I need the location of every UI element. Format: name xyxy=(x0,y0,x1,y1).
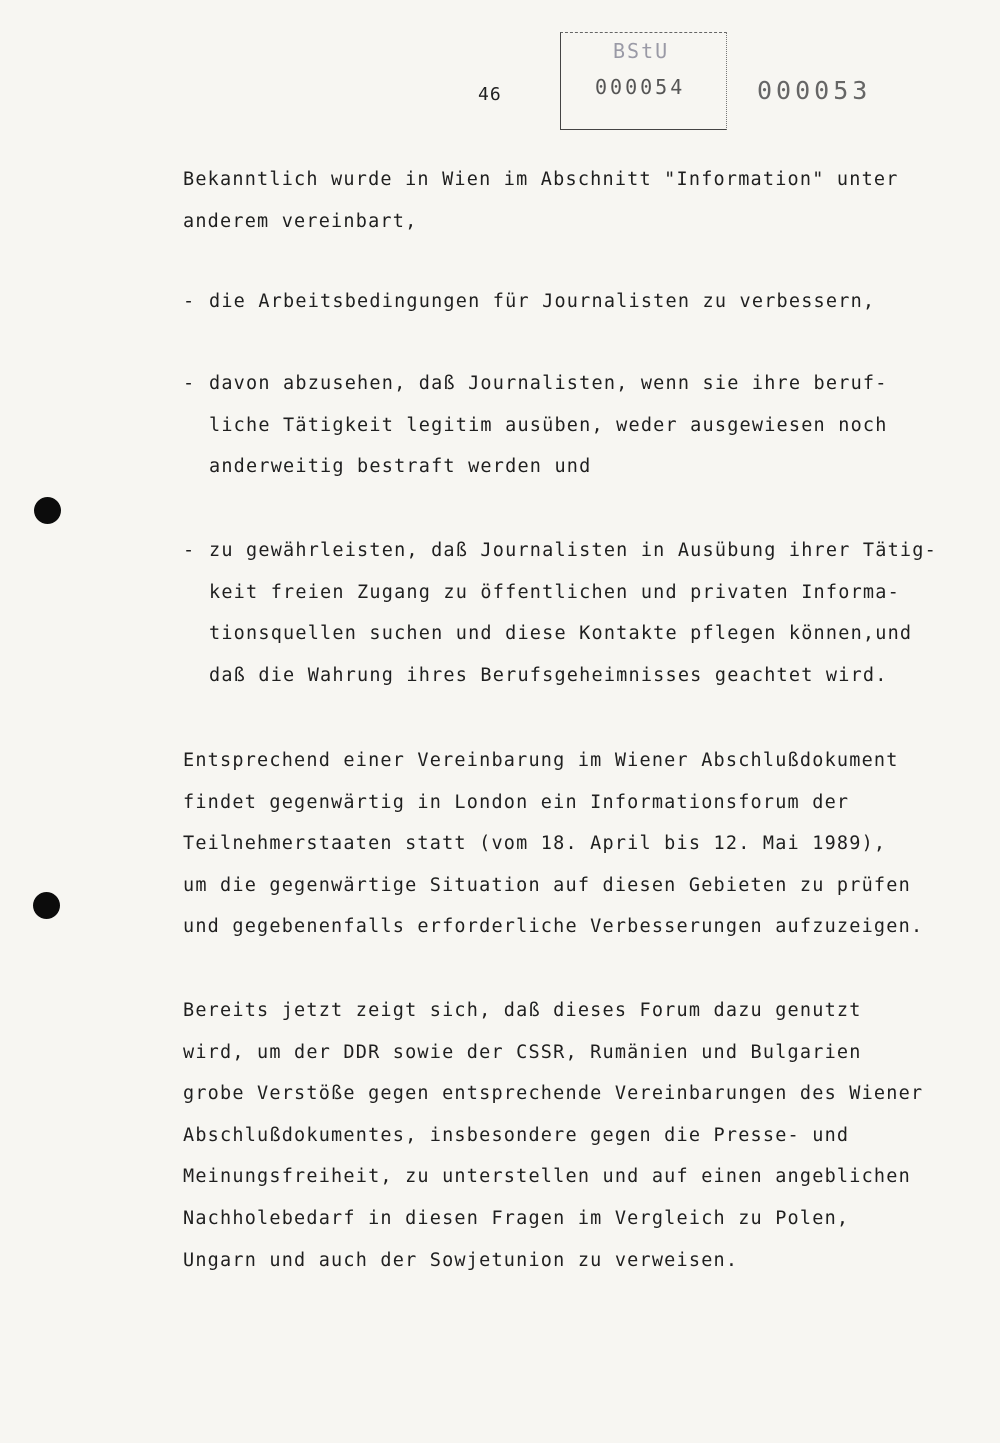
text-line: um die gegenwärtige Situation auf diesen Gebieten zu prüfen xyxy=(183,874,911,896)
paragraph-forum-use xyxy=(183,990,923,1281)
text-line: anderweitig bestraft werden und xyxy=(209,456,592,478)
text-line: Nachholebedarf in diesen Fragen im Vergleich zu Polen, xyxy=(183,1207,850,1229)
text-line: zu gewährleisten, daß Journalisten in Ausübung ihrer Tätig- xyxy=(209,540,937,561)
bullet-dash: - xyxy=(183,373,196,394)
text-line: Teilnehmerstaaten statt (vom 18. April bis 12. Mai 1989), xyxy=(183,833,887,855)
text-line: Abschlußdokumentes, insbesondere gegen die Presse- und xyxy=(183,1124,850,1146)
stamp-label: BStU xyxy=(613,39,670,63)
page-number: 46 xyxy=(478,84,502,105)
text-line: findet gegenwärtig in London ein Informationsforum der xyxy=(183,791,850,813)
text-line: tionsquellen suchen und diese Kontakte pflegen können,und xyxy=(209,623,913,645)
punch-hole-upper xyxy=(34,497,61,524)
text-line: anderem vereinbart, xyxy=(183,210,418,232)
text-line: die Arbeitsbedingungen für Journalisten zu verbessern, xyxy=(209,291,876,312)
stamp-number: 000054 xyxy=(595,75,686,99)
intro-paragraph xyxy=(183,159,899,242)
text-line: grobe Verstöße gegen entsprechende Vereinbarungen des Wiener xyxy=(183,1083,924,1105)
text-line: wird, um der DDR sowie der CSSR, Rumänien und Bulgarien xyxy=(183,1041,862,1063)
bullet-dash: - xyxy=(183,540,196,561)
text-line: Meinungsfreiheit, zu unterstellen und auf einen angeblichen xyxy=(183,1166,911,1188)
text-line: und gegebenenfalls erforderliche Verbesserungen aufzuzeigen. xyxy=(183,916,924,938)
text-line: Entsprechend einer Vereinbarung im Wiener Abschlußdokument xyxy=(183,750,899,771)
paragraph-london-forum xyxy=(183,740,923,948)
text-line: Ungarn und auch der Sowjetunion zu verweisen. xyxy=(183,1249,739,1271)
bullet-dash: - xyxy=(183,291,196,312)
archive-stamp xyxy=(560,32,727,130)
text-line: davon abzusehen, daß Journalisten, wenn sie ihre beruf- xyxy=(209,373,888,394)
archive-number: 000053 xyxy=(757,76,872,105)
punch-hole-lower xyxy=(33,892,60,919)
text-line: daß die Wahrung ihres Berufsgeheimnisses geachtet wird. xyxy=(209,664,888,686)
text-line: Bereits jetzt zeigt sich, daß dieses Forum dazu genutzt xyxy=(183,1000,862,1021)
text-line: liche Tätigkeit legitim ausüben, weder ausgewiesen noch xyxy=(209,414,888,436)
text-line: keit freien Zugang zu öffentlichen und privaten Informa- xyxy=(209,581,900,603)
text-line: Bekanntlich wurde in Wien im Abschnitt "Information" unter xyxy=(183,169,899,190)
